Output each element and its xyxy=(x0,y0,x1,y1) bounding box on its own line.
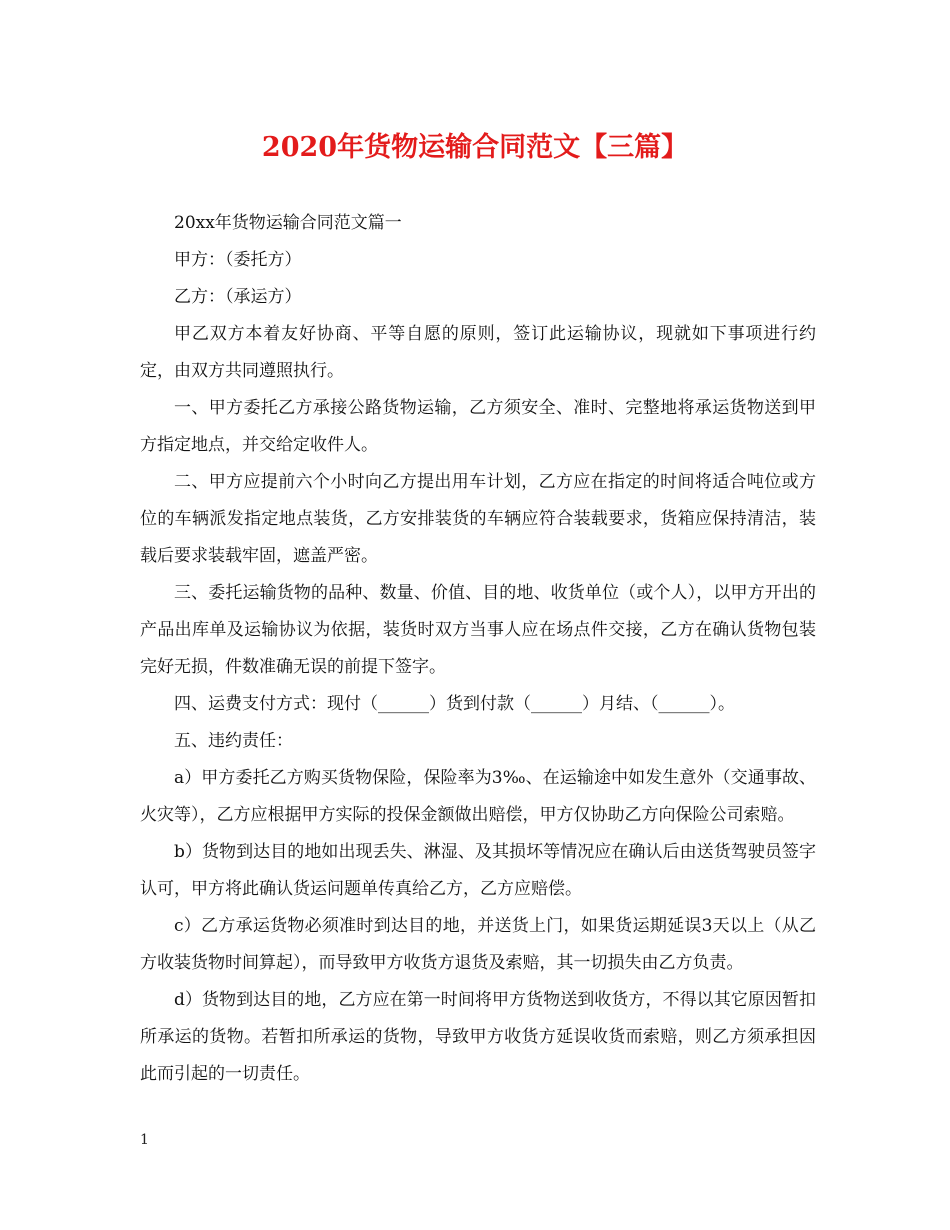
section-heading: 20xx年货物运输合同范文篇一 xyxy=(174,213,402,233)
clause-5d: d）货物到达目的地，乙方应在第一时间将甲方货物送到收货方，不得以其它原因暂扣所承运的货物。若暂扣所承运的货物，导致甲方收货方延误收货而索赔，则乙方须承担因此而引起的一切责任。 xyxy=(140,990,816,1084)
clause-5-heading: 五、违约责任： xyxy=(174,731,293,751)
document-body xyxy=(140,205,816,1093)
party-b-line: 乙方：（承运方） xyxy=(174,287,302,307)
document-title: 2020年货物运输合同范文【三篇】 xyxy=(261,132,689,163)
page-number: 1 xyxy=(140,1132,149,1148)
clause-5a: a）甲方委托乙方购买货物保险，保险率为3‰、在运输途中如发生意外（交通事故、火灾等），乙方应根据甲方实际的投保金额做出赔偿，甲方仅协助乙方向保险公司索赔。 xyxy=(140,768,816,825)
clause-3: 三、委托运输货物的品种、数量、价值、目的地、收货单位（或个人），以甲方开出的产品出库单及运输协议为依据，装货时双方当事人应在场点件交接，乙方在确认货物包装完好无损，件数准确无误的前提下签字。 xyxy=(140,583,816,677)
clause-1: 一、甲方委托乙方承接公路货物运输，乙方须安全、准时、完整地将承运货物送到甲方指定地点，并交给定收件人。 xyxy=(140,398,816,455)
party-a-line: 甲方：（委托方） xyxy=(174,250,302,270)
clause-4-payment: 四、运费支付方式：现付（______）货到付款（______）月结、（______）。 xyxy=(174,694,735,714)
clause-5b: b）货物到达目的地如出现丢失、淋湿、及其损坏等情况应在确认后由送货驾驶员签字认可，甲方将此确认货运问题单传真给乙方，乙方应赔偿。 xyxy=(140,842,816,899)
clause-5c: c）乙方承运货物必须准时到达目的地，并送货上门，如果货运期延误3天以上（从乙方收装货物时间算起），而导致甲方收货方退货及索赔，其一切损失由乙方负责。 xyxy=(140,916,816,973)
intro-paragraph: 甲乙双方本着友好协商、平等自愿的原则，签订此运输协议，现就如下事项进行约定，由双方共同遵照执行。 xyxy=(140,324,816,381)
clause-2: 二、甲方应提前六个小时向乙方提出用车计划，乙方应在指定的时间将适合吨位或方位的车辆派发指定地点装货，乙方安排装货的车辆应符合装载要求，货箱应保持清洁，装载后要求装载牢固，遮盖严密。 xyxy=(140,472,816,566)
